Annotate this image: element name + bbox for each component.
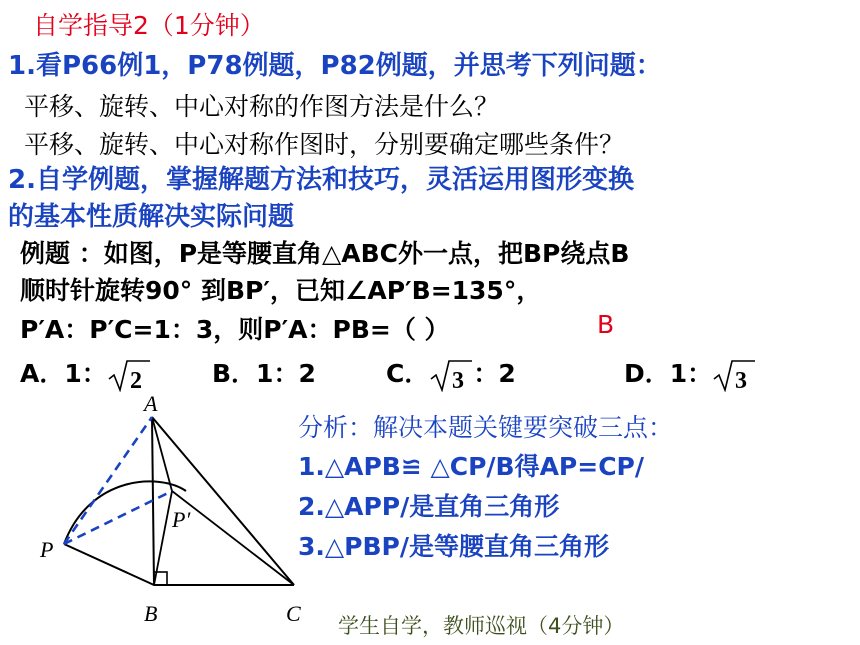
analysis-point-3: 3.△PBP/是等腰直角三角形: [298, 532, 609, 561]
svg-text:2: 2: [129, 368, 142, 392]
option-a-label: A．1：: [20, 359, 107, 388]
segment-pb: [64, 544, 154, 585]
analysis-heading: 分析：解决本题关键要突破三点：: [298, 413, 674, 442]
question-1: 平移、旋转、中心对称的作图方法是什么？: [24, 92, 500, 121]
step2-instruction-line2: 的基本性质解决实际问题: [8, 202, 295, 232]
option-b: B．1：2: [212, 359, 316, 388]
option-d: [624, 354, 756, 392]
example-line2: 顺时针旋转90° 到BP′，已知∠AP′B=135°，: [20, 276, 542, 305]
dashed-ppprime: [64, 491, 172, 544]
segment-ac: [152, 417, 294, 585]
geometry-figure: [30, 395, 310, 635]
svg-text:3: 3: [452, 368, 465, 392]
sqrt2-symbol: [107, 358, 151, 392]
option-c-tail: ：2: [473, 359, 516, 388]
option-d-label: D．1：: [624, 359, 713, 388]
example-line1: 例题 ：如图，P是等腰直角△ABC外一点，把BP绕点B: [20, 239, 630, 268]
slide-title: 自学指导2（1分钟）: [33, 11, 265, 40]
dashed-pa: [64, 417, 152, 544]
answer-mark: B: [597, 310, 615, 339]
label-b: B: [144, 601, 158, 626]
segment-pprime-b: [154, 491, 172, 585]
analysis-point-2: 2.△APP/是直角三角形: [298, 492, 560, 521]
question-2: 平移、旋转、中心对称作图时，分别要确定哪些条件？: [24, 130, 625, 159]
label-c: C: [286, 601, 301, 626]
option-a: [20, 354, 151, 392]
footer-note: 学生自学，教师巡视（4分钟）: [338, 614, 625, 638]
label-a: A: [144, 395, 158, 416]
label-p-prime: P′: [172, 507, 191, 532]
segment-pprime-c: [172, 491, 294, 585]
sqrt3-symbol: [712, 358, 756, 392]
step1-instruction: 1.看P66例1，P78例题，P82例题，并思考下列问题：: [8, 51, 662, 81]
label-p: P: [40, 537, 54, 562]
option-c: [386, 354, 516, 392]
example-line3: P′A：P′C=1：3，则P′A：PB=（ ）: [20, 315, 450, 344]
analysis-point-1: 1.△APB≌ △CP/B得AP=CP/: [298, 452, 644, 481]
sqrt3-symbol: [429, 358, 473, 392]
step2-instruction-line1: 2.自学例题，掌握解题方法和技巧，灵活运用图形变换: [8, 165, 634, 195]
option-c-label: C．: [386, 359, 430, 388]
svg-text:3: 3: [735, 368, 748, 392]
